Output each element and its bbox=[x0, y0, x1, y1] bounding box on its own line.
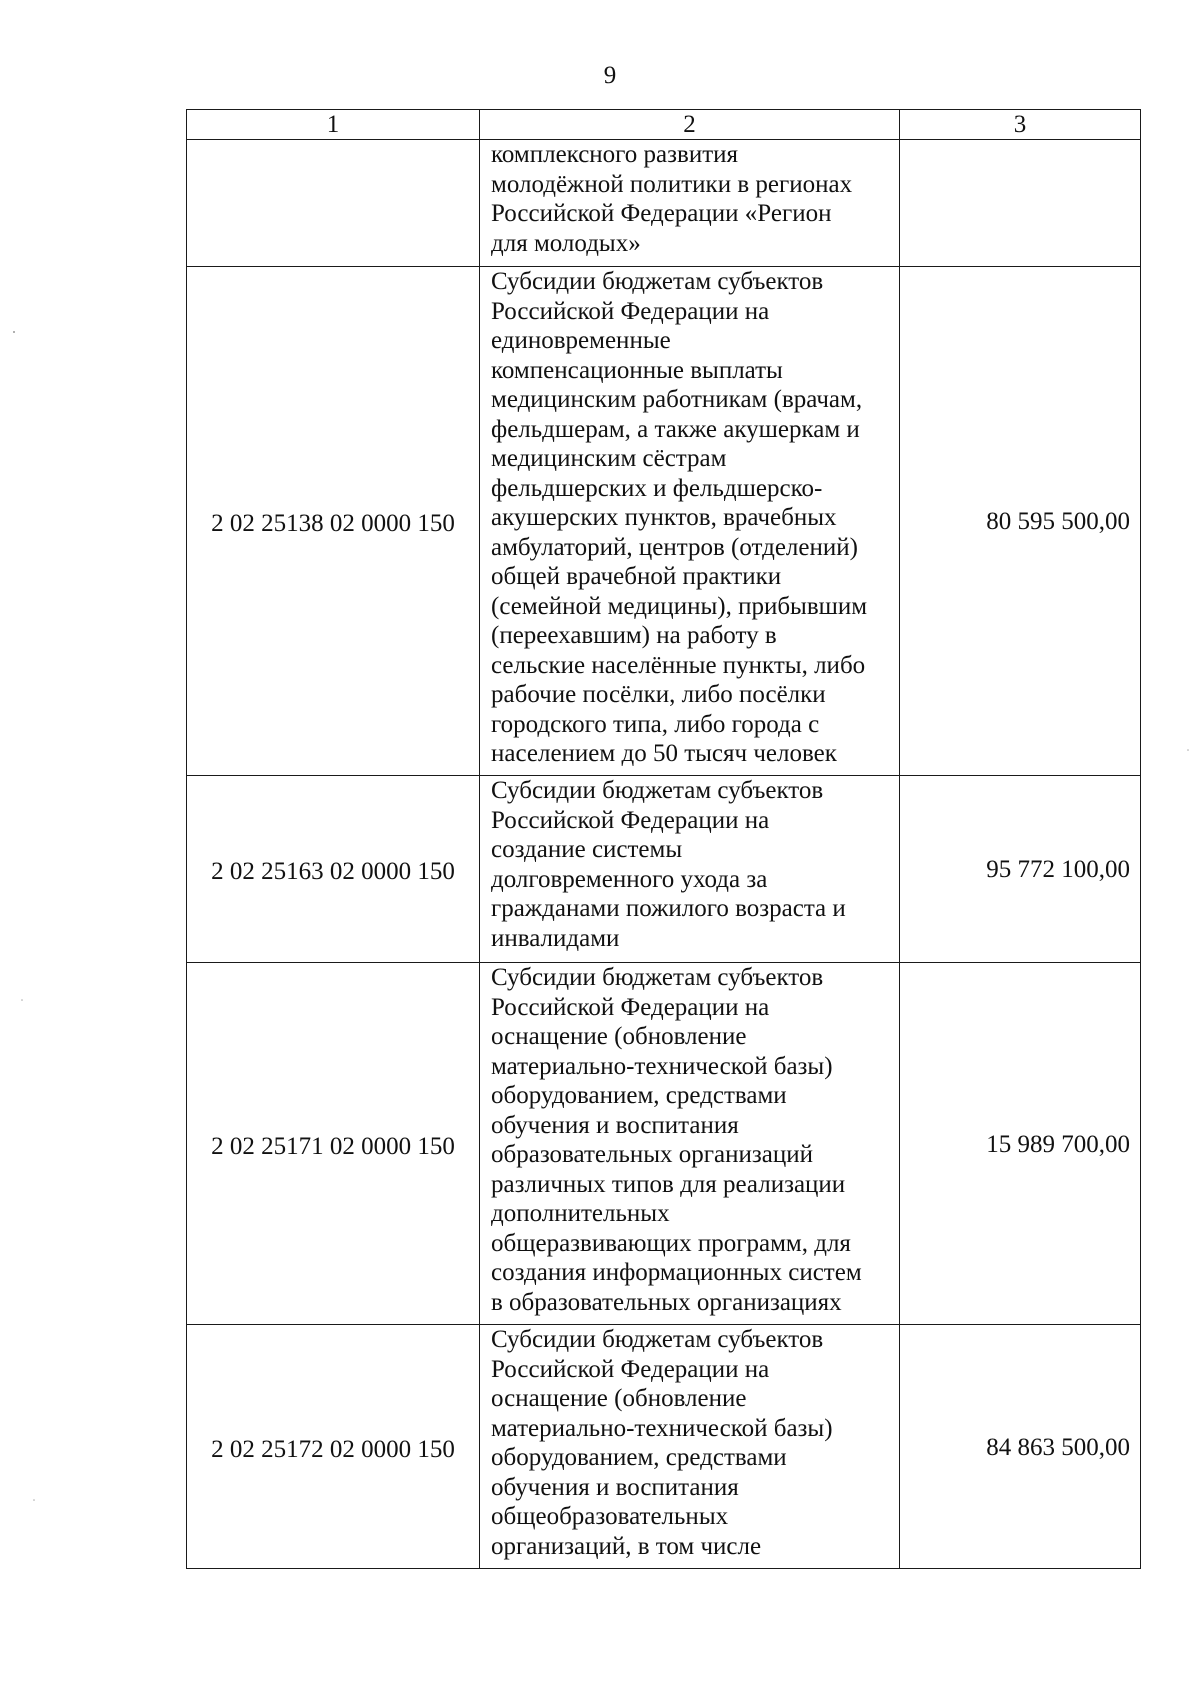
budget-code-cell: 2 02 25171 02 0000 150 bbox=[187, 963, 480, 1325]
amount-cell: 84 863 500,00 bbox=[900, 1325, 1141, 1569]
budget-code-cell bbox=[187, 140, 480, 267]
column-header-3: 3 bbox=[900, 110, 1141, 140]
column-header-2: 2 bbox=[480, 110, 900, 140]
description-text: Субсидии бюджетам субъектов Российской Федерации на единовременные компенсационные выплаты медицинским работникам (врачам, фельдшерам, а также акушеркам и медицинским сёстрам фельдшерских и фельдшерско- акушерских пунктов, врачебных амбулаторий, центров (отделений) общей врачебной практики (семейной медицины), прибывшим (переехавшим) на работу в сельские населённые пункты, либо рабочие посёлки, либо посёлки городского типа, либо города с населением до 50 тысяч человек bbox=[491, 268, 868, 767]
description-text: Субсидии бюджетам субъектов Российской Федерации на оснащение (обновление материально-технической базы) оборудованием, средствами обучения и воспитания образовательных организаций различных типов для реализации дополнительных общеразвивающих программ, для создания информационных систем в образовательных организациях bbox=[491, 964, 862, 1316]
amount-cell bbox=[900, 140, 1141, 267]
budget-code-cell: 2 02 25138 02 0000 150 bbox=[187, 267, 480, 776]
budget-code-cell: 2 02 25172 02 0000 150 bbox=[187, 1325, 480, 1569]
description-cell bbox=[480, 963, 900, 1325]
amount-cell: 95 772 100,00 bbox=[900, 776, 1141, 963]
amount-cell: 15 989 700,00 bbox=[900, 963, 1141, 1325]
description-text: Субсидии бюджетам субъектов Российской Федерации на создание системы долговременного ухода за гражданами пожилого возраста и инвалидами bbox=[491, 777, 846, 952]
description-cell bbox=[480, 1325, 900, 1569]
budget-table bbox=[186, 109, 1141, 1569]
description-text: Субсидии бюджетам субъектов Российской Федерации на оснащение (обновление материально-технической базы) оборудованием, средствами обучения и воспитания общеобразовательных организаций, в том числе bbox=[491, 1326, 833, 1560]
column-header-1: 1 bbox=[187, 110, 480, 140]
table-row bbox=[187, 140, 1141, 267]
description-cell bbox=[480, 140, 900, 267]
description-cell bbox=[480, 267, 900, 776]
budget-code-cell: 2 02 25163 02 0000 150 bbox=[187, 776, 480, 963]
table-row bbox=[187, 776, 1141, 963]
page-number: 9 bbox=[603, 62, 617, 89]
table-row bbox=[187, 963, 1141, 1325]
table-row bbox=[187, 1325, 1141, 1569]
description-cell bbox=[480, 776, 900, 963]
table-header-row bbox=[187, 110, 1141, 140]
amount-cell: 80 595 500,00 bbox=[900, 267, 1141, 776]
table-row bbox=[187, 267, 1141, 776]
description-text: комплексного развития молодёжной политики в регионах Российской Федерации «Регион для молодых» bbox=[491, 141, 853, 257]
